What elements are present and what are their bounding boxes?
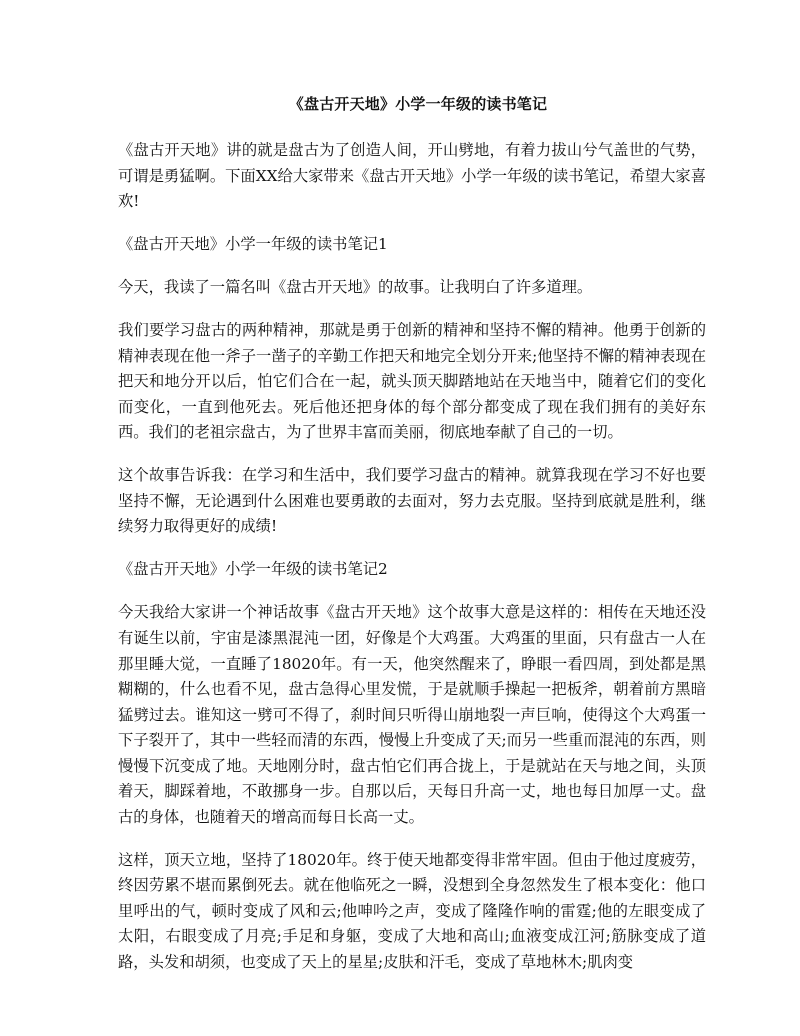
document-title: 《盘古开天地》小学一年级的读书笔记 — [288, 95, 548, 113]
note1-paragraph-1: 今天，我读了一篇名叫《盘古开天地》的故事。让我明白了许多道理。 — [118, 278, 593, 297]
note1-paragraph-3: 这个故事告诉我：在学习和生活中，我们要学习盘古的精神。就算我现在学习不好也要坚持不懈，无论遇到什么困难也要勇敢的去面对，努力去克服。坚持到底就是胜利，继续努力取得更好的成绩! — [118, 465, 706, 536]
note2-paragraph-1: 今天我给大家讲一个神话故事《盘古开天地》这个故事大意是这样的：相传在天地还没有诞生以前，宇宙是漆黑混沌一团，好像是个大鸡蛋。大鸡蛋的里面，只有盘古一人在那里睡大觉，一直睡了18020年。有一天，他突然醒来了，睁眼一看四周，到处都是黑糊糊的，什么也看不见，盘古急得心里发慌，于是就顺手操起一把板斧，朝着前方黑暗猛劈过去。谁知这一劈可不得了，刹时间只听得山崩地裂一声巨响，使得这个大鸡蛋一下子裂开了，其中一些轻而清的东西，慢慢上升变成了天;而另一些重而混沌的东西，则慢慢下沉变成了地。天地刚分时，盘古怕它们再合拢上，于是就站在天与地之间，头顶着天，脚踩着地，不敢挪身一步。自那以后，天每日升高一丈，地也每日加厚一丈。盘古的身体，也随着天的增高而每日长高一丈。 — [118, 603, 706, 827]
note2-paragraph-2: 这样，顶天立地，坚持了18020年。终于使天地都变得非常牢固。但由于他过度疲劳，终因劳累不堪而累倒死去。就在他临死之一瞬，没想到全身忽然发生了根本变化：他口里呼出的气，顿时变成了风和云;他呻吟之声，变成了隆隆作响的雷霆;他的左眼变成了太阳，右眼变成了月亮;手足和身躯，变成了大地和高山;血液变成江河;筋脉变成了道路，头发和胡须，也变成了天上的星星;皮肤和汗毛，变成了草地林木;肌肉变 — [118, 850, 706, 972]
note1-heading: 《盘古开天地》小学一年级的读书笔记1 — [118, 234, 388, 253]
note1-paragraph-2: 我们要学习盘古的两种精神，那就是勇于创新的精神和坚持不懈的精神。他勇于创新的精神表现在他一斧子一凿子的辛勤工作把天和地完全划分开来;他坚持不懈的精神表现在把天和地分开以后，怕它们合在一起，就头顶天脚踏地站在天地当中，随着它们的变化而变化，一直到他死去。死后他还把身体的每个部分都变成了现在我们拥有的美好东西。我们的老祖宗盘古，为了世界丰富而美丽，彻底地奉献了自己的一切。 — [118, 320, 706, 442]
note2-heading: 《盘古开天地》小学一年级的读书笔记2 — [118, 559, 388, 578]
intro-paragraph: 《盘古开天地》讲的就是盘古为了创造人间，开山劈地，有着力拔山兮气盖世的气势，可谓是勇猛啊。下面XX给大家带来《盘古开天地》小学一年级的读书笔记，希望大家喜欢! — [118, 141, 706, 211]
